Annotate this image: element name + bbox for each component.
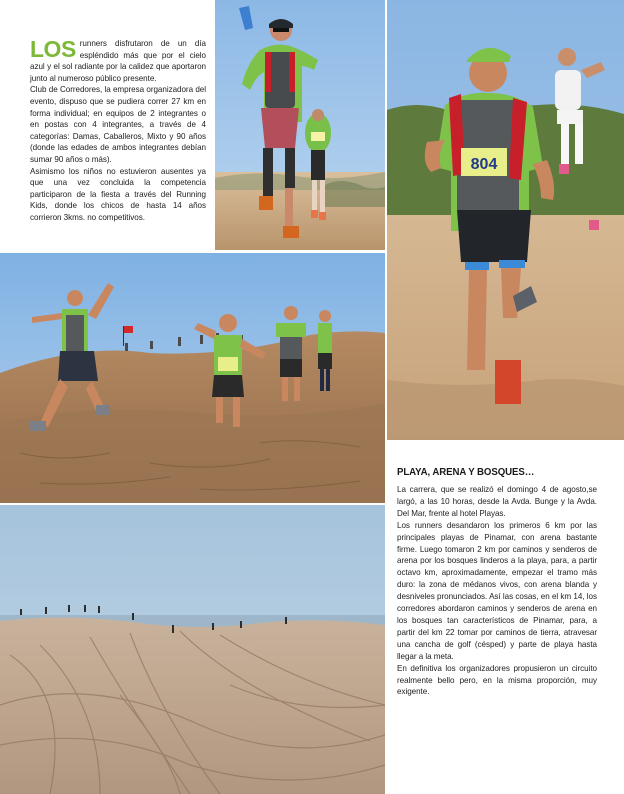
intro-paragraph-1-text: runners disfrutaron de un día espléndido más que por el cielo azul y el sol radiante por la calidez que aportaron junto al numeroso público presente. — [30, 39, 206, 83]
intro-paragraph-2: Club de Corredores, la empresa organizadora del evento, dispuso que se pudiera correr 27 km en forma individual; en equipos de 2 integrantes o en postas con 4 integrantes, a través de 4 categorías: Damas, Caballeros, Mixto y 90 años (donde las edades de ambos integrantes debían sumar 90 años o más). — [30, 85, 206, 164]
section-text-block — [397, 466, 597, 698]
photo-dunes-panorama — [0, 505, 385, 794]
photo-runners-hydration — [215, 0, 385, 250]
section-paragraph-3: En definitiva los organizadores propusieron un circuito realmente bello pero, en la misma proporción, muy exigente. — [397, 663, 597, 697]
runner-bib-number: 804 — [470, 156, 498, 173]
dropcap: LOS — [30, 36, 76, 62]
intro-text-block — [30, 38, 206, 224]
intro-paragraph-3: Asimismo los niños no estuvieron ausentes ya que una vez concluida la competencia participaron de la fiesta a través del Running Kids, donde los chicos de hasta 14 años corrieron 3kms. no competitivos. — [30, 166, 206, 222]
section-title: PLAYA, ARENA Y BOSQUES… — [397, 466, 535, 478]
section-paragraph-1: La carrera, que se realizó el domingo 4 de agosto,se largó, a las 10 horas, desde la Avda. Bunge y la Avda. Del Mar, frente al hotel Playas. — [397, 485, 597, 518]
photo-lead-runner — [387, 0, 624, 440]
section-paragraph-2: Los runners desandaron los primeros 6 km por las principales playas de Pinamar, con arena bastante firme. Luego tomaron 2 km por caminos y senderos de arena por los bosques linderos a la playa, para, a partir octavo km, aproximadamente, empezar el tramo más duro: la zona de médanos vivos, con arena blanda y desniveles pronunciados. Así las cosas, en el km 14, los corredores abordaron caminos y senderos de arena en los bosques tan característicos de Pinamar, para, a partir del km 22 tomar por caminos de tierra, atravesar una cancha de golf (césped) y parte de playa hasta llegar a la meta. — [397, 520, 597, 661]
intro-paragraph-1 — [30, 38, 206, 84]
photo-dune-descent — [0, 253, 385, 503]
